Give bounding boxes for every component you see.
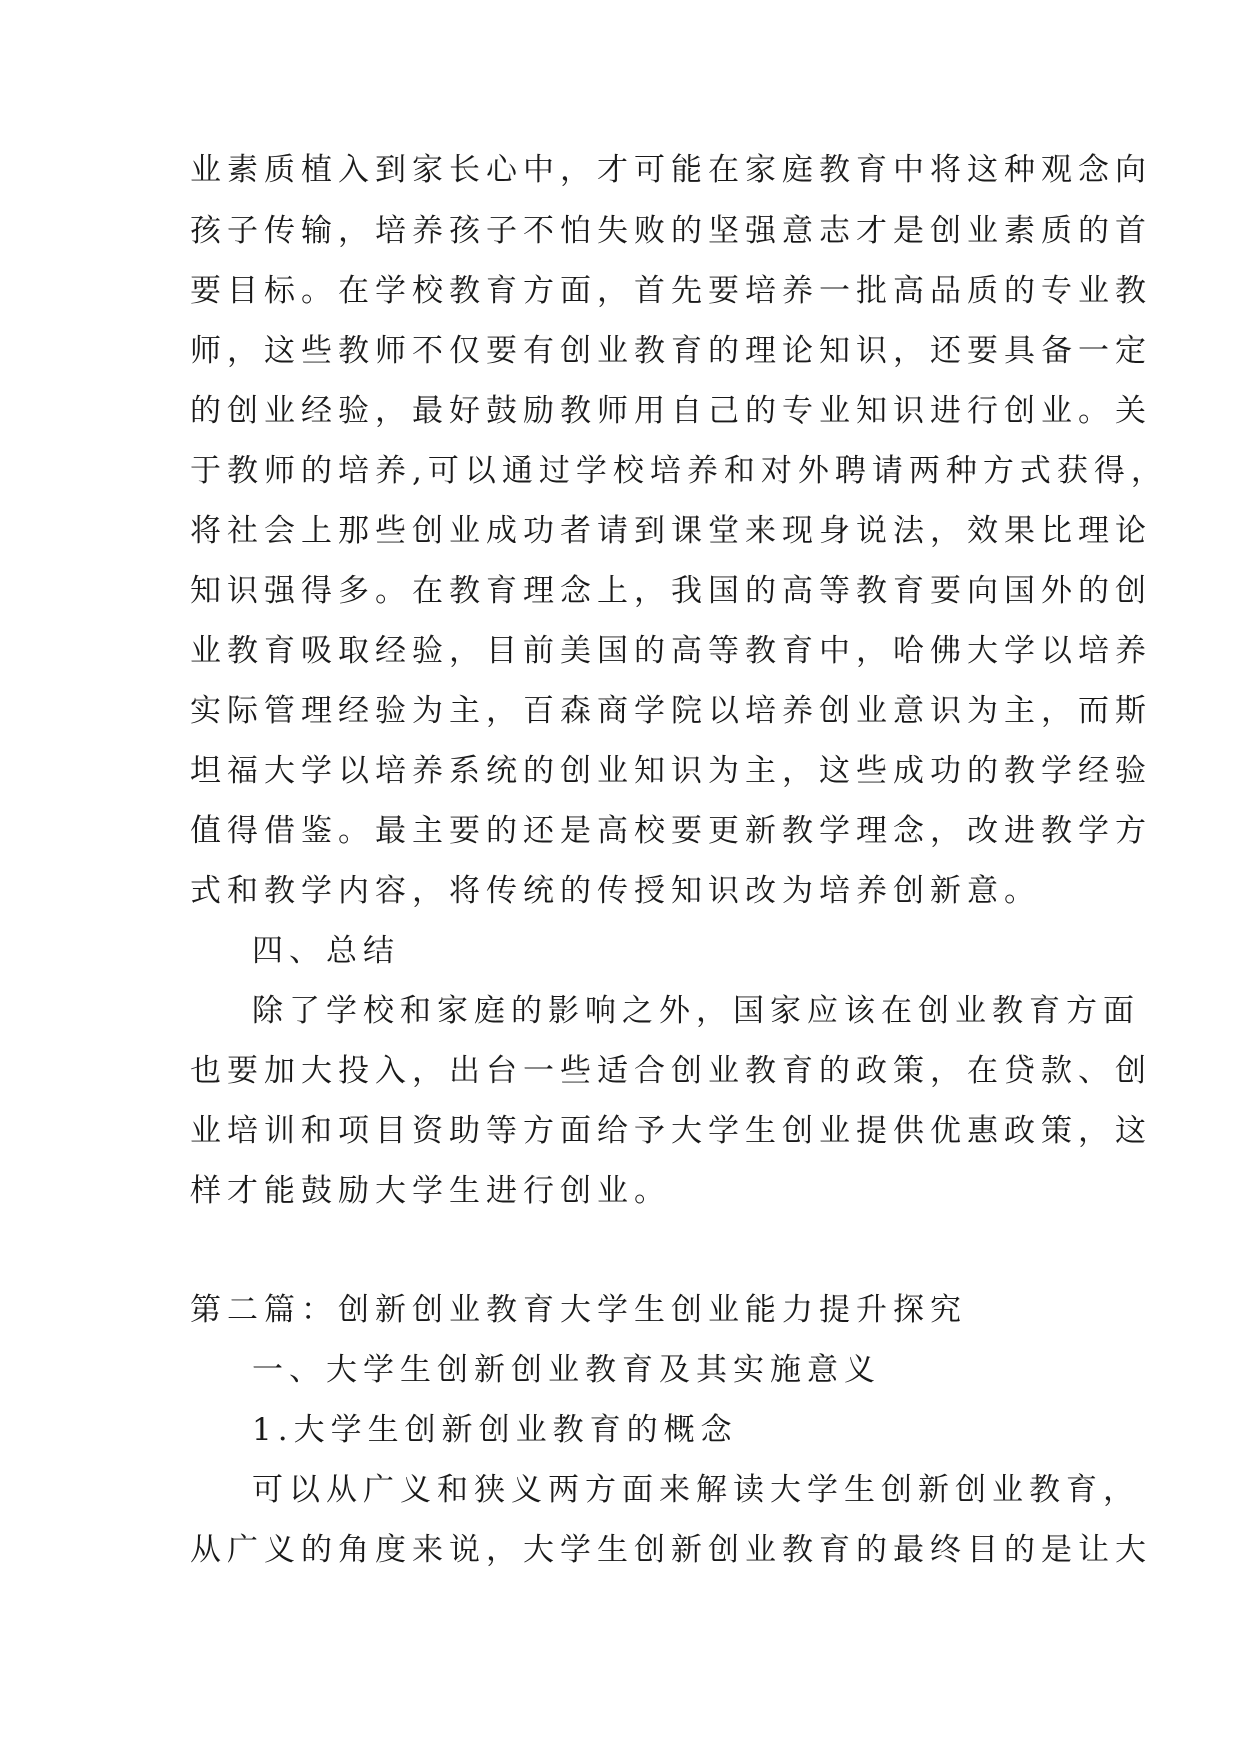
article-title: 第二篇：创新创业教育大学生创业能力提升探究 [190, 1292, 967, 1328]
body-text-line: 师，这些教师不仅要有创业教育的理论知识，还要具备一定 [190, 333, 1152, 369]
body-text-line: 业素质植入到家长心中，才可能在家庭教育中将这种观念向 [190, 152, 1152, 188]
body-text-line: 实际管理经验为主，百森商学院以培养创业意识为主，而斯 [190, 693, 1152, 729]
body-text-line: 业培训和项目资助等方面给予大学生创业提供优惠政策，这 [190, 1113, 1152, 1149]
body-text-line: 于教师的培养,可以通过学校培养和对外聘请两种方式获得， [190, 453, 1168, 489]
body-text-line: 将社会上那些创业成功者请到课堂来现身说法，效果比理论 [190, 513, 1152, 549]
body-text-line: 坦福大学以培养系统的创业知识为主，这些成功的教学经验 [190, 753, 1152, 789]
subsection-heading: 1.大学生创新创业教育的概念 [252, 1412, 738, 1448]
body-text-line: 的创业经验，最好鼓励教师用自己的专业知识进行创业。关 [190, 393, 1152, 429]
body-text-line: 值得借鉴。最主要的还是高校要更新教学理念，改进教学方 [190, 813, 1152, 849]
body-text-line: 知识强得多。在教育理念上，我国的高等教育要向国外的创 [190, 573, 1152, 609]
body-text-line: 孩子传输，培养孩子不怕失败的坚强意志才是创业素质的首 [190, 213, 1152, 249]
section-heading: 一、大学生创新创业教育及其实施意义 [252, 1352, 881, 1388]
body-text-line: 要目标。在学校教育方面，首先要培养一批高品质的专业教 [190, 273, 1152, 309]
body-text-line: 可以从广义和狭义两方面来解读大学生创新创业教育， [252, 1472, 1140, 1508]
body-text-line: 业教育吸取经验，目前美国的高等教育中，哈佛大学以培养 [190, 633, 1152, 669]
body-text-line: 式和教学内容，将传统的传授知识改为培养创新意。 [190, 873, 1041, 909]
body-text-line: 除了学校和家庭的影响之外，国家应该在创业教育方面 [252, 993, 1140, 1029]
body-text-line: 从广义的角度来说，大学生创新创业教育的最终目的是让大 [190, 1532, 1152, 1568]
body-text-line: 也要加大投入，出台一些适合创业教育的政策，在贷款、创 [190, 1053, 1152, 1089]
section-heading: 四、总结 [252, 933, 400, 969]
body-text-line: 样才能鼓励大学生进行创业。 [190, 1173, 671, 1209]
